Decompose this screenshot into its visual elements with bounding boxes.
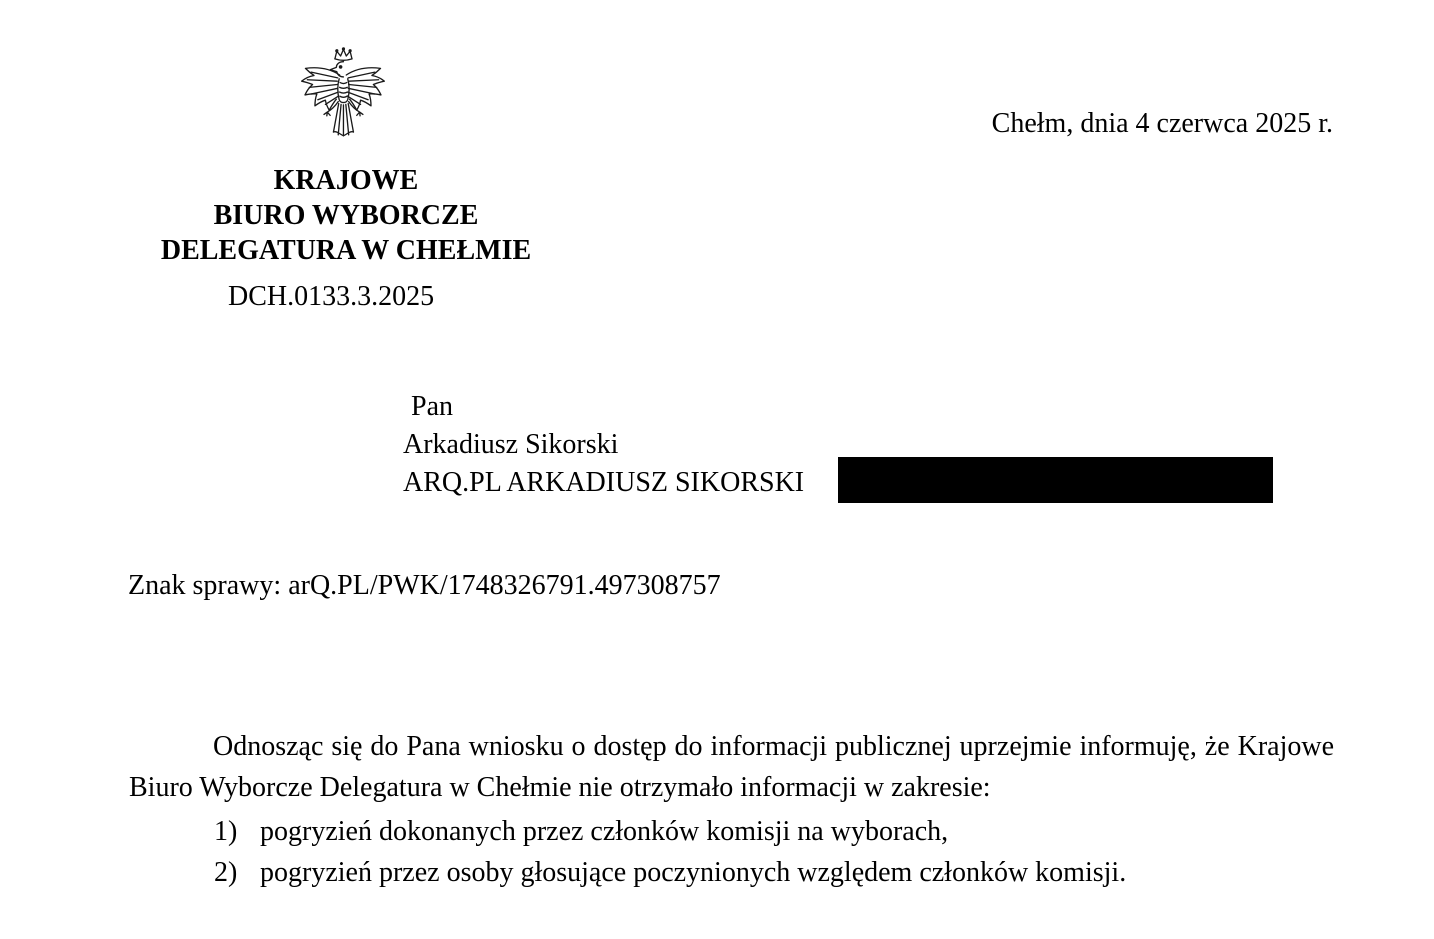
list-item-text: pogryzień dokonanych przez członków komisji na wyborach, bbox=[260, 816, 949, 847]
list-item bbox=[129, 852, 1126, 893]
body-paragraph: Odnosząc się do Pana wniosku o dostęp do informacji publicznej uprzejmie informuję, że Krajowe Biuro Wyborcze Delegatura w Chełmie nie otrzymało informacji w zakresie: bbox=[129, 731, 1334, 803]
body-list bbox=[129, 811, 1126, 893]
redaction-bar bbox=[838, 457, 1273, 503]
letterhead-line-2: BIURO WYBORCZE bbox=[213, 200, 479, 231]
addressee-block bbox=[403, 388, 804, 502]
list-item bbox=[129, 811, 1126, 852]
reference-number: DCH.0133.3.2025 bbox=[228, 281, 435, 312]
polish-eagle-emblem-icon bbox=[295, 46, 390, 142]
addressee-company: ARQ.PL ARKADIUSZ SIKORSKI bbox=[403, 467, 805, 498]
list-item-number: 1) bbox=[214, 816, 238, 847]
list-item-text: pogryzień przez osoby głosujące poczynionych względem członków komisji. bbox=[260, 857, 1127, 888]
letter-date: Chełm, dnia 4 czerwca 2025 r. bbox=[991, 108, 1333, 139]
case-reference-line bbox=[128, 570, 721, 602]
list-item-number: 2) bbox=[214, 857, 238, 888]
letterhead bbox=[132, 163, 560, 268]
letterhead-line-1: KRAJOWE bbox=[273, 165, 419, 196]
letterhead-line-3: DELEGATURA W CHEŁMIE bbox=[160, 235, 532, 266]
addressee-name: Arkadiusz Sikorski bbox=[403, 429, 619, 460]
case-reference-label: Znak sprawy: bbox=[128, 570, 282, 601]
case-reference-value: arQ.PL/PWK/1748326791.497308757 bbox=[288, 570, 721, 601]
addressee-salutation: Pan bbox=[411, 391, 453, 422]
